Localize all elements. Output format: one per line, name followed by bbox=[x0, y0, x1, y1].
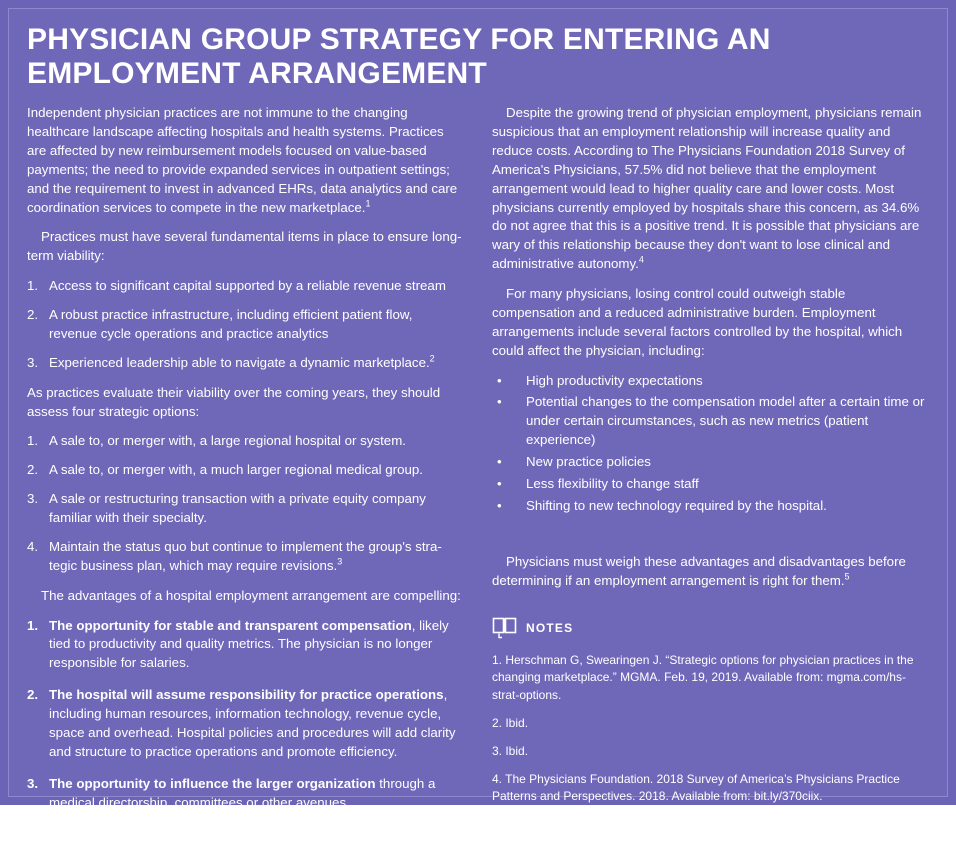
bullet-icon: • bbox=[497, 372, 502, 388]
document-panel bbox=[8, 8, 948, 848]
closing-paragraph bbox=[492, 553, 929, 591]
book-icon bbox=[492, 616, 518, 640]
fundamentals-lead: Practices must have several fundamental items in place to ensure long-term viability: bbox=[27, 229, 462, 264]
list-item bbox=[492, 372, 929, 391]
list-text: A sale to, or merger with, a much larger regional medical group. bbox=[49, 462, 423, 478]
list-item bbox=[27, 432, 464, 451]
list-text: High productivity expectations bbox=[526, 372, 703, 388]
list-item bbox=[27, 461, 464, 480]
list-text-bold: The opportunity to influence the larger organization bbox=[49, 775, 376, 791]
left-column bbox=[27, 104, 464, 861]
note-item: 1. Herschman G, Swearingen J. “Strategic options for physician practices in the changing marketplace.” MGMA. Feb. 19, 2019. Available from: mgma.com/hs-strat-options. bbox=[492, 653, 914, 702]
suspicion-text: Despite the growing trend of physician employment, physicians remain suspicious that an employment relationship will increase quality and reduce costs. According to The Physicians Foundation 2018 Survey of America's Physicians, 57.5% did not believe that the employment arrangement would lead to higher quality care and lower costs. Most physicians currently employed by hospitals share this concern, as 34.6% do not agree that this is a positive trend. It is possible that physicians are wary of this relationship because they don't want to lose clinical and administrative autonomy. bbox=[492, 105, 922, 272]
note-item: 3. Ibid. bbox=[492, 743, 529, 758]
list-text: A robust practice infrastructure, including efficient patient flow, revenue cycle operations and practice analytics bbox=[49, 307, 413, 341]
notes-header bbox=[492, 616, 929, 640]
closing-text: Physicians must weigh these advantages and disadvantages before determining if an employment arrangement is right for them. bbox=[492, 553, 906, 588]
advantages-list bbox=[27, 617, 464, 813]
list-text: Potential changes to the compensation model after a certain time or under certain circumstances, such as new metrics (patient experience) bbox=[526, 394, 925, 448]
list-number: 1. bbox=[27, 617, 39, 633]
list-text: Maintain the status quo but continue to implement the group's stra-tegic business plan, which may require revisions. bbox=[49, 538, 442, 573]
bullet-icon: • bbox=[497, 394, 502, 410]
list-item bbox=[27, 354, 464, 373]
list-number: 3. bbox=[27, 491, 39, 507]
note-item bbox=[492, 816, 929, 850]
note-text-pre: 5. Mertz G. “Hospital Employment vs. Private Practice: Pros and Cons.” bbox=[492, 816, 872, 831]
bullet-icon: • bbox=[497, 454, 502, 470]
list-item bbox=[27, 277, 464, 296]
suspicion-paragraph bbox=[492, 104, 929, 274]
list-number: 1. bbox=[27, 278, 39, 294]
list-item bbox=[492, 453, 929, 472]
list-item bbox=[27, 306, 464, 344]
advantages-lead: The advantages of a hospital employment arrangement are compelling: bbox=[41, 587, 461, 603]
list-text: A sale or restructuring transaction with a private equity company familiar with their specialty. bbox=[49, 491, 426, 526]
list-text: through a medical directorship, committees or other avenues. bbox=[49, 775, 436, 810]
footnote-marker: 3 bbox=[337, 556, 343, 567]
list-number: 3. bbox=[27, 775, 39, 791]
list-item bbox=[27, 775, 464, 813]
options-lead: As practices evaluate their viability over the coming years, they should assess four strategic options: bbox=[27, 384, 441, 419]
list-number: 2. bbox=[27, 462, 39, 478]
list-text: Access to significant capital supported by a reliable revenue stream bbox=[49, 278, 446, 294]
strategic-options-list bbox=[27, 432, 464, 575]
list-item bbox=[27, 617, 464, 674]
intro-paragraph bbox=[27, 104, 464, 217]
list-text-bold: The hospital will assume responsibility for practice operations bbox=[49, 687, 444, 703]
list-text: , including human resources, information technology, revenue cycle, space and overhead. Hospital policies and procedures will add clarity and structure to practice operations and promote efficiency. bbox=[49, 687, 456, 759]
notes-label: NOTES bbox=[526, 621, 574, 636]
footnote-marker: 4 bbox=[638, 254, 644, 265]
spacer bbox=[492, 527, 929, 553]
list-text: Experienced leadership able to navigate a dynamic marketplace. bbox=[49, 354, 430, 370]
note-item: 2. Ibid. bbox=[492, 715, 529, 730]
list-number: 2. bbox=[27, 307, 39, 323]
list-text: Shifting to new technology required by the hospital. bbox=[526, 497, 827, 513]
fundamentals-list bbox=[27, 277, 464, 373]
control-paragraph: For many physicians, losing control could outweigh stable compensation and a reduced administrative burden. Employment arrangements include several factors controlled by the hospital, which could affect the physician, including: bbox=[492, 286, 903, 358]
hospital-factors-list bbox=[492, 372, 929, 516]
note-item: 4. The Physicians Foundation. 2018 Survey of America’s Physicians Practice Patterns and Perspectives. 2018. Available from: bit.ly/370ciix. bbox=[492, 771, 900, 803]
list-item bbox=[492, 497, 929, 516]
list-text: New practice policies bbox=[526, 454, 651, 470]
list-item bbox=[27, 686, 464, 762]
note-text-italic: Physicians Practice bbox=[492, 833, 597, 848]
footnote-marker: 5 bbox=[844, 571, 850, 582]
right-column bbox=[492, 104, 929, 861]
list-text: , likely tied to productivity and quality metrics. The physician is no longer responsible for salaries. bbox=[49, 617, 449, 671]
intro-text: Independent physician practices are not immune to the changing healthcare landscape affecting hospitals and health systems. Practices are affected by new reimbursement models focused on value-based payments; the need to provide expanded services in outpatient settings; and the requirement to invest in advanced EHRs, data analytics and care coordination services to compete in the new marketplace. bbox=[27, 105, 458, 215]
list-number: 4. bbox=[27, 538, 39, 554]
footnote-marker: 2 bbox=[429, 353, 435, 364]
bullet-icon: • bbox=[497, 497, 502, 513]
list-item bbox=[492, 393, 929, 450]
list-number: 2. bbox=[27, 687, 39, 703]
list-item bbox=[492, 475, 929, 494]
list-item bbox=[27, 538, 464, 576]
bullet-icon: • bbox=[497, 475, 502, 491]
list-text: Less flexibility to change staff bbox=[526, 475, 699, 491]
list-text-bold: The opportunity for stable and transparent compensation bbox=[49, 617, 412, 633]
list-number: 1. bbox=[27, 433, 39, 449]
page-title: PHYSICIAN GROUP STRATEGY FOR ENTERING AN EMPLOYMENT ARRANGEMENT bbox=[27, 23, 771, 90]
list-number: 3. bbox=[27, 354, 39, 370]
list-item bbox=[27, 490, 464, 528]
note-text-post: . June 2, 2013. Available from: bit.ly/2H11ypn. bbox=[596, 833, 840, 848]
list-text: A sale to, or merger with, a large regional hospital or system. bbox=[49, 433, 406, 449]
intro-footnote-marker: 1 bbox=[365, 198, 371, 209]
two-column-layout bbox=[27, 104, 929, 861]
